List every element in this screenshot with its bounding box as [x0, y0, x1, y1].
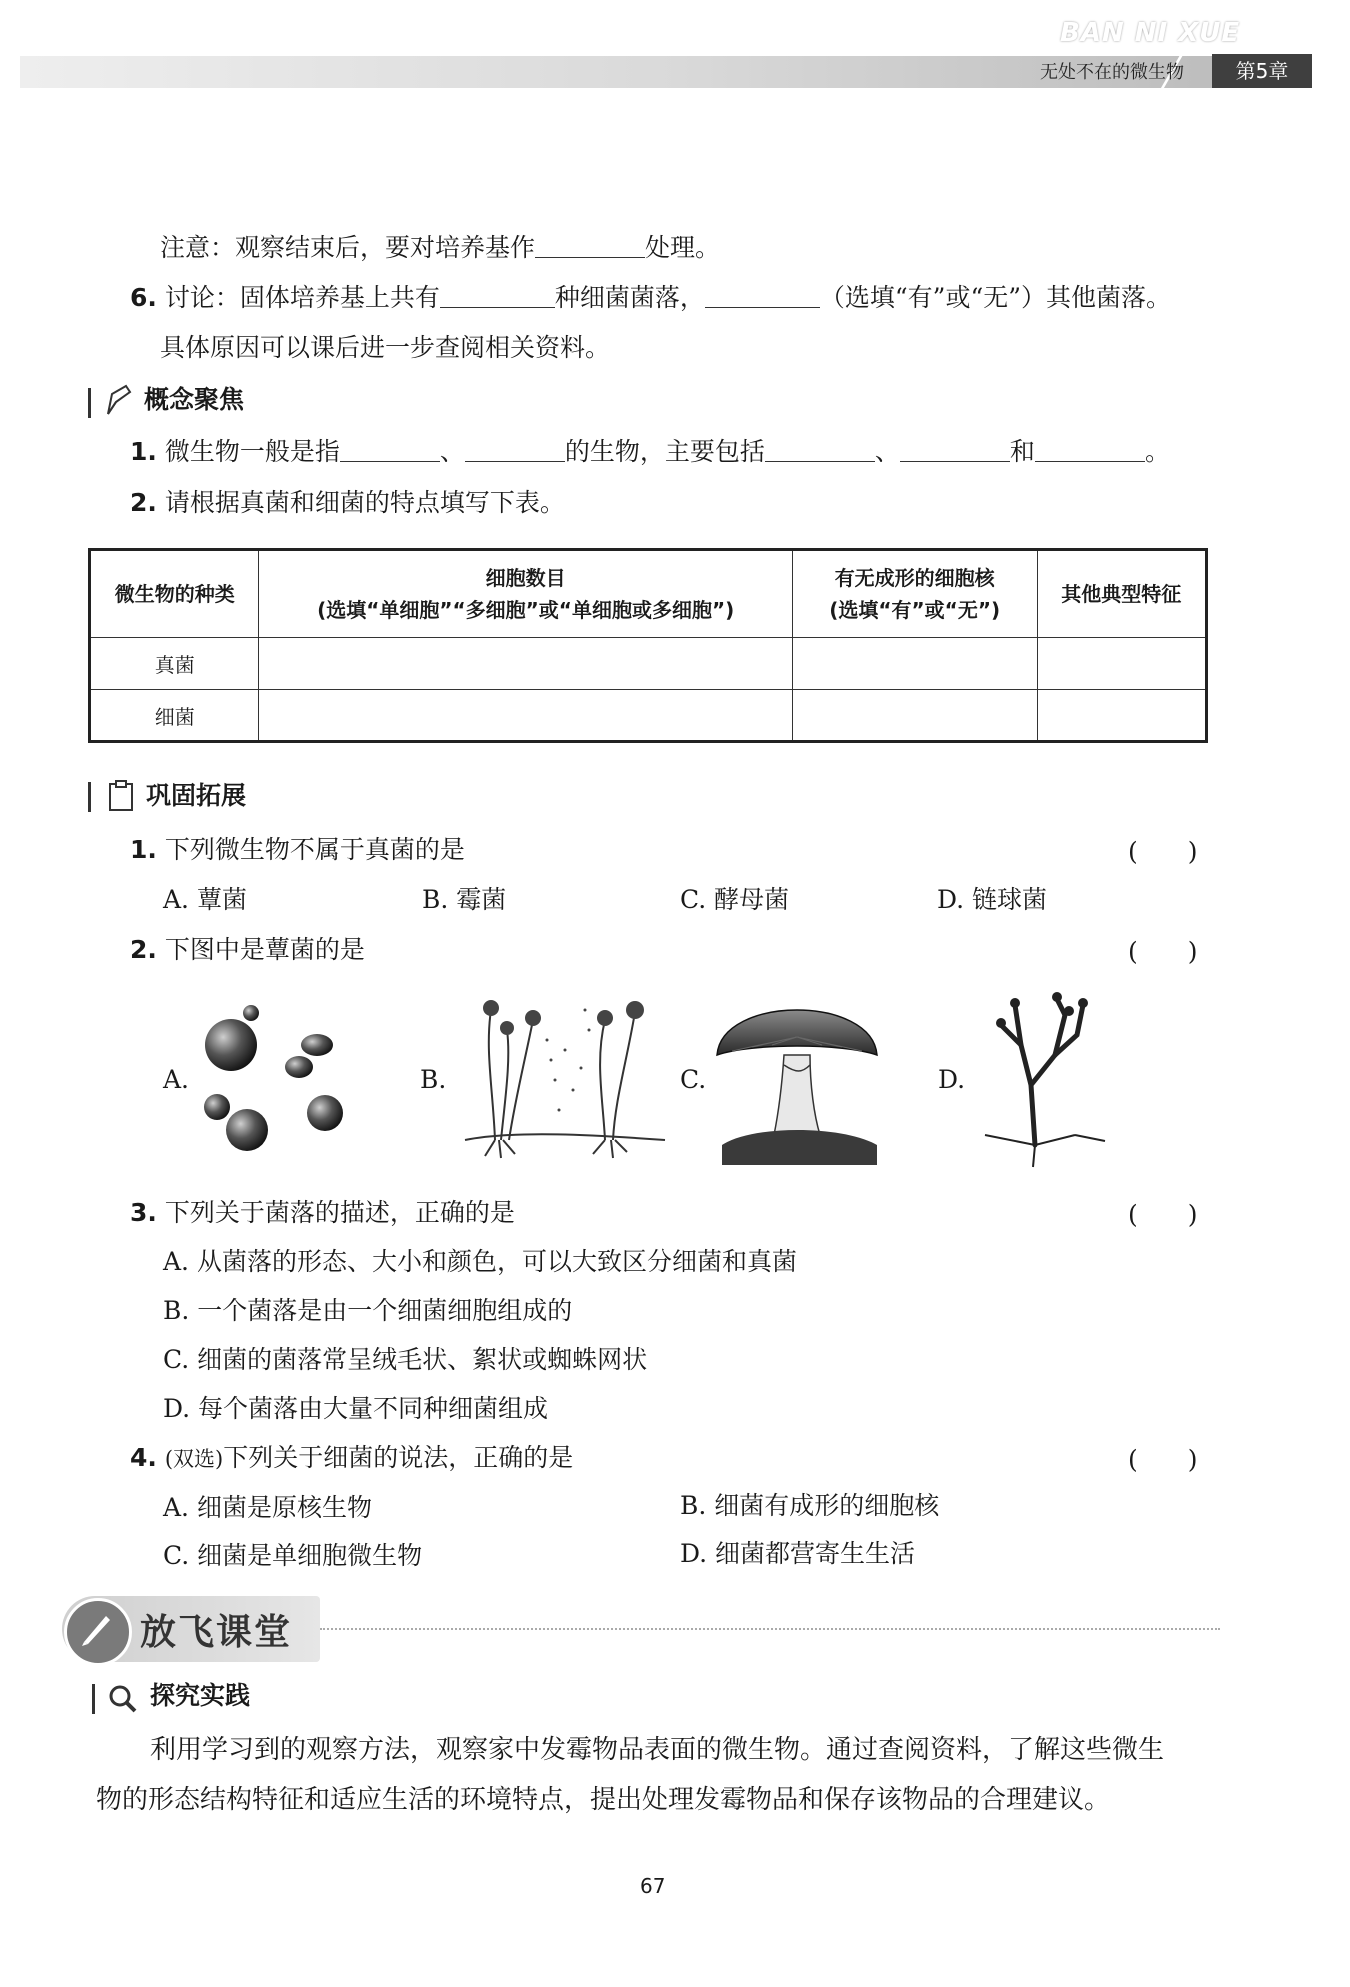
concept-q1-and: 和 — [1009, 437, 1035, 466]
table-cell[interactable] — [259, 690, 792, 742]
table-row — [90, 638, 1207, 690]
q6-line2: 具体原因可以课后进一步查阅相关资料。 — [160, 333, 611, 362]
branching-organism-image — [965, 985, 1115, 1170]
image-label-a[interactable]: A. — [163, 1065, 190, 1094]
option-b[interactable]: B. 霉菌 — [422, 885, 507, 914]
table-cell[interactable] — [259, 638, 792, 690]
answer-parentheses[interactable]: ( ) — [1128, 1445, 1198, 1474]
question-number: 6. — [130, 283, 157, 312]
question-6 — [130, 280, 1171, 316]
answer-blank[interactable] — [900, 435, 1010, 462]
answer-blank[interactable] — [1035, 435, 1145, 462]
consolidate-question-2 — [130, 932, 365, 968]
question-number: 4. — [130, 1443, 157, 1472]
section-bar — [88, 782, 91, 812]
option-a[interactable]: A. 蕈菌 — [163, 885, 247, 914]
consolidate-question-1 — [130, 832, 465, 868]
chapter-number: 第5章 — [1212, 54, 1312, 88]
question-number: 3. — [130, 1198, 157, 1227]
mushroom-image — [712, 985, 882, 1170]
option-a[interactable]: A. 从菌落的形态、大小和颜色，可以大致区分细菌和真菌 — [163, 1247, 797, 1276]
option-d[interactable]: D. 链球菌 — [937, 885, 1048, 914]
note-prefix: 注意：观察结束后，要对培养基作 — [160, 233, 536, 262]
image-label-d[interactable]: D. — [938, 1065, 966, 1094]
question-number: 1. — [130, 437, 157, 466]
banner-title: 放飞课堂 — [140, 1612, 293, 1653]
magnifier-icon — [106, 1682, 138, 1714]
yeast-image — [195, 995, 365, 1155]
option-d[interactable]: D. 每个菌落由大量不同种细菌组成 — [163, 1394, 549, 1423]
question-number: 2. — [130, 488, 157, 517]
table-header-row — [90, 550, 1207, 638]
concept-q1-text-b: 的生物，主要包括 — [564, 437, 765, 466]
option-d[interactable]: D. 细菌都营寄生生活 — [680, 1539, 916, 1568]
concept-q1-text-a: 微生物一般是指 — [164, 437, 340, 466]
answer-parentheses[interactable]: ( ) — [1128, 1200, 1198, 1229]
answer-parentheses[interactable]: ( ) — [1128, 837, 1198, 866]
answer-blank[interactable] — [340, 435, 440, 462]
table-cell[interactable] — [792, 690, 1037, 742]
chapter-title: 无处不在的微生物 — [1040, 62, 1184, 83]
pen-icon — [78, 1610, 114, 1648]
table-row — [90, 690, 1207, 742]
question-text: 下列关于细菌的说法，正确的是 — [223, 1443, 574, 1472]
pencil-icon — [104, 384, 134, 418]
separator: 、 — [874, 437, 900, 466]
section-title-concept: 概念聚焦 — [144, 385, 245, 414]
answer-blank[interactable] — [705, 281, 820, 308]
question-number: 1. — [130, 835, 157, 864]
mold-image — [455, 990, 675, 1165]
answer-blank[interactable] — [465, 435, 565, 462]
option-a[interactable]: A. 细菌是原核生物 — [163, 1493, 372, 1522]
divider — [320, 1628, 1220, 1630]
practice-line-1: 利用学习到的观察方法，观察家中发霉物品表面的微生物。通过查阅资料，了解这些微生 — [150, 1735, 1165, 1765]
practice-line-2: 物的形态结构特征和适应生活的环境特点，提出处理发霉物品和保存该物品的合理建议。 — [96, 1785, 1111, 1815]
table-cell[interactable] — [792, 638, 1037, 690]
consolidate-question-3 — [130, 1195, 515, 1231]
option-b[interactable]: B. 一个菌落是由一个细菌细胞组成的 — [163, 1296, 573, 1325]
answer-parentheses[interactable]: ( ) — [1128, 937, 1198, 966]
q6-text-c: （选填“有”或“无”）其他菌落。 — [819, 283, 1172, 312]
question-number: 2. — [130, 935, 157, 964]
table-header-type: 微生物的种类 — [90, 550, 259, 638]
separator: 、 — [439, 437, 465, 466]
image-label-b[interactable]: B. — [420, 1065, 447, 1094]
question-text: 下列微生物不属于真菌的是 — [164, 835, 465, 864]
question-text: 下列关于菌落的描述，正确的是 — [164, 1198, 515, 1227]
q6-text-b: 种细菌菌落， — [554, 283, 705, 312]
table-header-cell-count: 细胞数目 (选填“单细胞”“多细胞”或“单细胞或多细胞”) — [259, 550, 792, 638]
header-brand: BAN NI XUE — [1060, 18, 1241, 48]
section-title-consolidate: 巩固拓展 — [146, 781, 247, 810]
option-b[interactable]: B. 细菌有成形的细胞核 — [680, 1491, 940, 1520]
section-title-practice: 探究实践 — [150, 1681, 251, 1710]
table-header-features: 其他典型特征 — [1037, 550, 1207, 638]
page-number: 67 — [640, 1874, 666, 1898]
question-tag: (双选) — [164, 1447, 224, 1471]
concept-q1-end: 。 — [1144, 437, 1170, 466]
clipboard-icon — [108, 780, 134, 812]
note-line — [160, 230, 720, 266]
note-suffix: 处理。 — [645, 233, 721, 262]
concept-question-2 — [130, 485, 565, 521]
option-c[interactable]: C. 酵母菌 — [680, 885, 790, 914]
q6-text-a: 讨论：固体培养基上共有 — [164, 283, 440, 312]
concept-q2-text: 请根据真菌和细菌的特点填写下表。 — [164, 488, 565, 517]
table-cell[interactable] — [1037, 690, 1207, 742]
answer-blank[interactable] — [440, 281, 555, 308]
microbe-table — [88, 548, 1208, 743]
section-bar — [92, 1684, 95, 1714]
table-row-label: 真菌 — [90, 638, 259, 690]
option-c[interactable]: C. 细菌的菌落常呈绒毛状、絮状或蜘蛛网状 — [163, 1345, 648, 1374]
consolidate-question-4 — [130, 1440, 573, 1477]
table-row-label: 细菌 — [90, 690, 259, 742]
question-text: 下图中是蕈菌的是 — [164, 935, 365, 964]
image-label-c[interactable]: C. — [680, 1065, 707, 1094]
option-c[interactable]: C. 细菌是单细胞微生物 — [163, 1541, 423, 1570]
answer-blank[interactable] — [765, 435, 875, 462]
section-bar — [88, 388, 91, 418]
table-cell[interactable] — [1037, 638, 1207, 690]
concept-question-1 — [130, 434, 1170, 470]
table-header-nucleus: 有无成形的细胞核 (选填“有”或“无”) — [792, 550, 1037, 638]
answer-blank[interactable] — [535, 231, 645, 258]
